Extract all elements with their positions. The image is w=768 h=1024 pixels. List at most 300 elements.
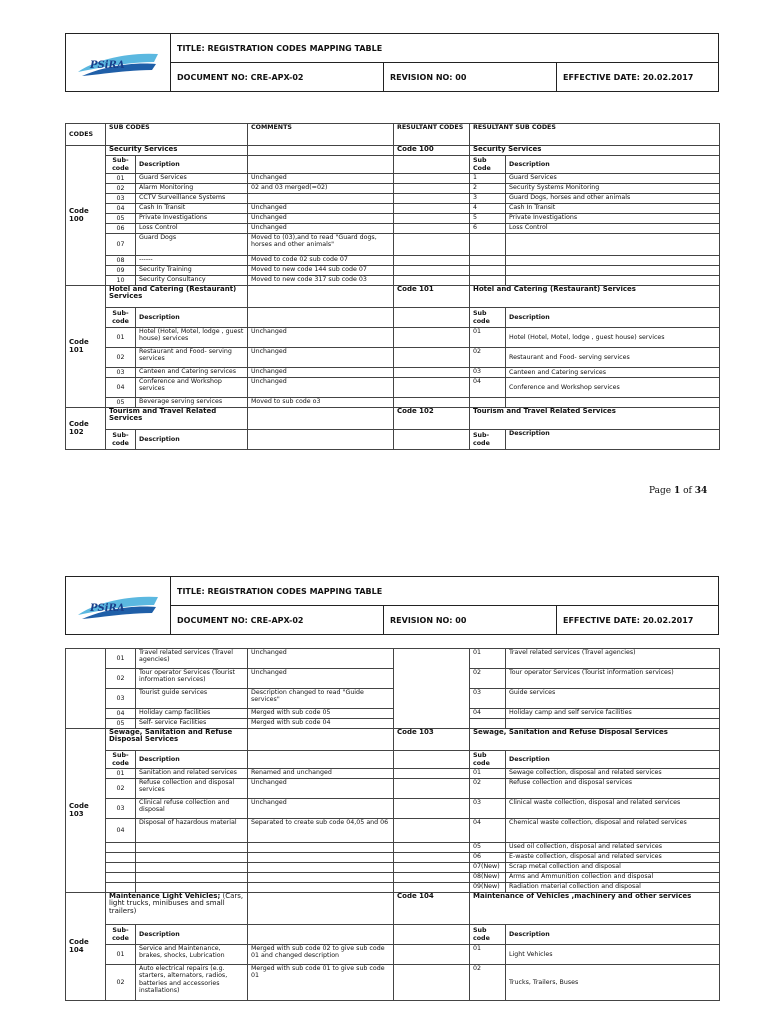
resultant-description-header: Description (506, 751, 720, 769)
comment-cell (248, 146, 394, 156)
description-value (136, 883, 248, 893)
table-row (66, 669, 720, 689)
comment-value: Moved to (03),and to read "Guard dogs, horses and other animals" (248, 234, 394, 256)
resultant-description-value: Sewage collection, disposal and related services (506, 769, 720, 779)
subcode-value: 01 (106, 174, 136, 184)
comment-cell (248, 156, 394, 174)
resultant-description-value: Travel related services (Travel agencies) (506, 649, 720, 669)
resultant-description-header: Description (506, 430, 720, 450)
resultant-code-cell (394, 234, 470, 256)
resultant-subcode-value (470, 719, 506, 729)
resultant-code-cell (394, 308, 470, 328)
doc-title: TITLE: REGISTRATION CODES MAPPING TABLE (171, 577, 719, 606)
company-logo (66, 34, 171, 92)
code-label (66, 649, 106, 729)
resultant-description-value: Chemical waste collection, disposal and related services (506, 819, 720, 843)
table-row (66, 843, 720, 853)
resultant-description-value (506, 266, 720, 276)
mapping-table-page1 (65, 123, 720, 450)
resultant-code-cell (394, 256, 470, 266)
resultant-subcode-header: Sub-code (470, 430, 506, 450)
resultant-section-title: Sewage, Sanitation and Refuse Disposal Services (470, 729, 720, 751)
subcode-value: 03 (106, 689, 136, 709)
comment-value: Unchanged (248, 328, 394, 348)
subcode-value: 01 (106, 649, 136, 669)
description-value: Guard Services (136, 174, 248, 184)
comment-value: Moved to new code 317 sub code 03 (248, 276, 394, 286)
resultant-code-cell (394, 799, 470, 819)
resultant-description-header: Description (506, 156, 720, 174)
resultant-code-cell (394, 779, 470, 799)
resultant-code-cell (394, 769, 470, 779)
comment-value: Separated to create sub code 04,05 and 06 (248, 819, 394, 843)
comment-value (248, 863, 394, 873)
svg-text:PSiRA: PSiRA (90, 602, 125, 614)
page-number: Page 1 of 34 (649, 486, 708, 496)
resultant-code-cell (394, 649, 470, 729)
table-row (66, 328, 720, 348)
subcode-value: 02 (106, 348, 136, 368)
subcode-value: 04 (106, 819, 136, 843)
resultant-subcode-value: 02 (470, 965, 506, 1001)
table-row (66, 378, 720, 398)
description-value: Refuse collection and disposal services (136, 779, 248, 799)
subcode-header: Sub-code (106, 430, 136, 450)
col-resultant-sub-codes: RESULTANT SUB CODES (470, 124, 720, 146)
resultant-code-cell (394, 925, 470, 945)
table-row (66, 751, 720, 769)
resultant-subcode-value: 4 (470, 204, 506, 214)
section-title: Hotel and Catering (Restaurant) Services (106, 286, 248, 308)
description-value: Auto electrical repairs (e.g. starters, alternators, radios, batteries and accessories installations) (136, 965, 248, 1001)
resultant-description-value: Guard Dogs, horses and other animals (506, 194, 720, 204)
description-value: Sanitation and related services (136, 769, 248, 779)
mapping-table-page2 (65, 648, 720, 1001)
resultant-subcode-value: 02 (470, 348, 506, 368)
comment-value: Merged with sub code 04 (248, 719, 394, 729)
resultant-subcode-value: 03 (470, 689, 506, 709)
comment-cell (248, 925, 394, 945)
subcode-value: 02 (106, 779, 136, 799)
comment-value: Unchanged (248, 799, 394, 819)
resultant-subcode-value (470, 276, 506, 286)
resultant-code-label: Code 102 (394, 408, 470, 430)
comment-cell (248, 286, 394, 308)
col-sub-codes: SUB CODES (106, 124, 248, 146)
resultant-code-cell (394, 965, 470, 1001)
resultant-description-value: Guide services (506, 689, 720, 709)
description-value: Restaurant and Food- serving services (136, 348, 248, 368)
subcode-value: 03 (106, 368, 136, 378)
resultant-subcode-value (470, 234, 506, 256)
code-label: Code 104 (66, 893, 106, 1001)
resultant-code-cell (394, 945, 470, 965)
resultant-subcode-value (470, 266, 506, 276)
resultant-description-value: Hotel (Hotel, Motel, lodge , guest house) services (506, 328, 720, 348)
subcode-value: 05 (106, 719, 136, 729)
resultant-description-value: Arms and Ammunition collection and disposal (506, 873, 720, 883)
resultant-description-value: Canteen and Catering services (506, 368, 720, 378)
resultant-description-value (506, 719, 720, 729)
description-value: Private Investigations (136, 214, 248, 224)
comment-value: Renamed and unchanged (248, 769, 394, 779)
table-row (66, 689, 720, 709)
col-resultant-codes: RESULTANT CODES (394, 124, 470, 146)
table-row (66, 945, 720, 965)
revision-number: REVISION NO: 00 (384, 63, 557, 92)
subcode-value: 03 (106, 194, 136, 204)
description-value: Tourist guide services (136, 689, 248, 709)
resultant-code-label: Code 103 (394, 729, 470, 751)
description-value: Beverage serving services (136, 398, 248, 408)
resultant-description-value (506, 398, 720, 408)
comment-value (248, 873, 394, 883)
table-row (66, 799, 720, 819)
subcode-value: 10 (106, 276, 136, 286)
resultant-description-value: Guard Services (506, 174, 720, 184)
subcode-header: Sub-code (106, 308, 136, 328)
col-comments: COMMENTS (248, 124, 394, 146)
description-value: Guard Dogs (136, 234, 248, 256)
resultant-description-value: Used oil collection, disposal and related services (506, 843, 720, 853)
resultant-subcode-header: Sub code (470, 925, 506, 945)
resultant-subcode-value: 01 (470, 328, 506, 348)
subcode-value: 08 (106, 256, 136, 266)
table-row (66, 204, 720, 214)
resultant-description-value: Clinical waste collection, disposal and related services (506, 799, 720, 819)
table-row (66, 779, 720, 799)
effective-date: EFFECTIVE DATE: 20.02.2017 (557, 606, 719, 635)
comment-value: Unchanged (248, 348, 394, 368)
resultant-code-cell (394, 348, 470, 368)
resultant-description-value: Loss Control (506, 224, 720, 234)
subcode-value: 02 (106, 184, 136, 194)
description-value: ------ (136, 256, 248, 266)
comment-cell (248, 893, 394, 925)
resultant-code-cell (394, 853, 470, 863)
description-value: Conference and Workshop services (136, 378, 248, 398)
section-title-main: Maintenance Light Vehicles; (109, 892, 221, 900)
table-row (66, 893, 720, 925)
resultant-subcode-value: 01 (470, 769, 506, 779)
subcode-value (106, 843, 136, 853)
col-codes: CODES (66, 124, 106, 146)
resultant-code-cell (394, 883, 470, 893)
comment-value: Merged with sub code 05 (248, 709, 394, 719)
resultant-code-cell (394, 204, 470, 214)
resultant-description-value: Refuse collection and disposal services (506, 779, 720, 799)
subcode-value: 02 (106, 965, 136, 1001)
table-row (66, 308, 720, 328)
description-value: Hotel (Hotel, Motel, lodge , guest house) services (136, 328, 248, 348)
resultant-section-title: Security Services (470, 146, 720, 156)
table-row (66, 398, 720, 408)
resultant-section-title: Tourism and Travel Related Services (470, 408, 720, 430)
subcode-value: 07 (106, 234, 136, 256)
description-value: Tour operator Services (Tourist information services) (136, 669, 248, 689)
resultant-subcode-value: 01 (470, 649, 506, 669)
description-value: Travel related services (Travel agencies) (136, 649, 248, 669)
company-logo (66, 577, 171, 635)
resultant-code-cell (394, 214, 470, 224)
code-label: Code 103 (66, 729, 106, 893)
code-label: Code 101 (66, 286, 106, 408)
table-row (66, 156, 720, 174)
resultant-subcode-value: 03 (470, 799, 506, 819)
resultant-description-value: Security Systems Monitoring (506, 184, 720, 194)
resultant-subcode-value: 6 (470, 224, 506, 234)
resultant-code-cell (394, 224, 470, 234)
table-row (66, 234, 720, 256)
resultant-subcode-value: 08(New) (470, 873, 506, 883)
description-value (136, 873, 248, 883)
resultant-description-value (506, 276, 720, 286)
resultant-code-cell (394, 751, 470, 769)
resultant-code-cell (394, 194, 470, 204)
description-header: Description (136, 751, 248, 769)
revision-number: REVISION NO: 00 (384, 606, 557, 635)
comment-value: Moved to code 02 sub code 07 (248, 256, 394, 266)
table-row (66, 266, 720, 276)
table-row (66, 214, 720, 224)
comment-value: Unchanged (248, 779, 394, 799)
resultant-subcode-value: 5 (470, 214, 506, 224)
comment-cell (248, 308, 394, 328)
subcode-value: 03 (106, 799, 136, 819)
subcode-value: 05 (106, 398, 136, 408)
table-row (66, 853, 720, 863)
comment-value: Unchanged (248, 378, 394, 398)
subcode-value: 09 (106, 266, 136, 276)
description-value: Service and Maintenance, brakes, shocks, Lubrication (136, 945, 248, 965)
description-value: Disposal of hazardous material (136, 819, 248, 843)
resultant-subcode-value: 09(New) (470, 883, 506, 893)
resultant-subcode-value: 1 (470, 174, 506, 184)
comment-cell (248, 430, 394, 450)
code-label: Code 102 (66, 408, 106, 450)
comment-value: Merged with sub code 02 to give sub code 01 and changed description (248, 945, 394, 965)
comment-cell (248, 751, 394, 769)
resultant-description-value (506, 234, 720, 256)
resultant-description-value: Light Vehicles (506, 945, 720, 965)
resultant-code-cell (394, 184, 470, 194)
resultant-subcode-header: Sub code (470, 751, 506, 769)
subcode-header: Sub-code (106, 751, 136, 769)
resultant-section-title: Hotel and Catering (Restaurant) Services (470, 286, 720, 308)
code-label: Code 100 (66, 146, 106, 286)
table-row (66, 719, 720, 729)
resultant-code-cell (394, 398, 470, 408)
table-row (66, 276, 720, 286)
effective-date: EFFECTIVE DATE: 20.02.2017 (557, 63, 719, 92)
resultant-description-value: Holiday camp and self service facilities (506, 709, 720, 719)
resultant-code-cell (394, 328, 470, 348)
resultant-code-cell (394, 368, 470, 378)
subcode-value (106, 883, 136, 893)
comment-value: Merged with sub code 01 to give sub code 01 (248, 965, 394, 1001)
resultant-subcode-value: 01 (470, 945, 506, 965)
svg-text:PSiRA: PSiRA (90, 59, 125, 71)
description-value: Security Training (136, 266, 248, 276)
comment-value (248, 843, 394, 853)
table-row (66, 925, 720, 945)
resultant-section-title: Maintenance of Vehicles ,machinery and other services (470, 893, 720, 925)
subcode-value (106, 863, 136, 873)
resultant-subcode-value: 3 (470, 194, 506, 204)
description-header: Description (136, 156, 248, 174)
document-number: DOCUMENT NO: CRE-APX-02 (171, 606, 384, 635)
resultant-code-cell (394, 276, 470, 286)
table-row (66, 224, 720, 234)
subcode-value: 04 (106, 378, 136, 398)
resultant-code-cell (394, 873, 470, 883)
subcode-value: 05 (106, 214, 136, 224)
subcode-value: 04 (106, 709, 136, 719)
resultant-subcode-header: Sub Code (470, 156, 506, 174)
table-row (66, 286, 720, 308)
description-value (136, 863, 248, 873)
resultant-code-cell (394, 174, 470, 184)
table-row (66, 348, 720, 368)
table-row (66, 965, 720, 1001)
resultant-subcode-header: Sub code (470, 308, 506, 328)
comment-cell (248, 408, 394, 430)
table-row (66, 256, 720, 266)
resultant-description-value: Cash In Transit (506, 204, 720, 214)
resultant-code-cell (394, 863, 470, 873)
subcode-header: Sub-code (106, 925, 136, 945)
resultant-subcode-value: 02 (470, 779, 506, 799)
resultant-subcode-value: 04 (470, 709, 506, 719)
table-row (66, 873, 720, 883)
resultant-code-cell (394, 819, 470, 843)
resultant-code-cell (394, 430, 470, 450)
resultant-description-value: Restaurant and Food- serving services (506, 348, 720, 368)
description-value: Canteen and Catering services (136, 368, 248, 378)
section-title (106, 893, 248, 925)
table-row (66, 184, 720, 194)
resultant-subcode-value: 04 (470, 819, 506, 843)
table-row (66, 883, 720, 893)
resultant-code-label: Code 104 (394, 893, 470, 925)
description-value (136, 843, 248, 853)
subcode-value (106, 873, 136, 883)
subcode-value: 01 (106, 945, 136, 965)
resultant-code-cell (394, 156, 470, 174)
comment-value: Moved to sub code o3 (248, 398, 394, 408)
table-row (66, 863, 720, 873)
resultant-description-header: Description (506, 308, 720, 328)
table-row (66, 194, 720, 204)
comment-value: Unchanged (248, 224, 394, 234)
comment-value: Unchanged (248, 669, 394, 689)
resultant-description-value: Conference and Workshop services (506, 378, 720, 398)
table-row (66, 430, 720, 450)
section-title: Tourism and Travel Related Services (106, 408, 248, 430)
description-value: Self- service Facilities (136, 719, 248, 729)
subcode-value (106, 853, 136, 863)
comment-value: Unchanged (248, 368, 394, 378)
subcode-value: 02 (106, 669, 136, 689)
resultant-subcode-value: 06 (470, 853, 506, 863)
resultant-code-label: Code 101 (394, 286, 470, 308)
resultant-description-value: Tour operator Services (Tourist information services) (506, 669, 720, 689)
resultant-code-cell (394, 266, 470, 276)
resultant-subcode-value: 07(New) (470, 863, 506, 873)
description-header: Description (136, 430, 248, 450)
resultant-code-label: Code 100 (394, 146, 470, 156)
subcode-value: 04 (106, 204, 136, 214)
resultant-subcode-value: 03 (470, 368, 506, 378)
resultant-description-value: Scrap metal collection and disposal (506, 863, 720, 873)
comment-value: Unchanged (248, 649, 394, 669)
resultant-code-cell (394, 378, 470, 398)
resultant-description-value: E-waste collection, disposal and related services (506, 853, 720, 863)
doc-header-page2 (65, 576, 719, 635)
description-value: Alarm Monitoring (136, 184, 248, 194)
resultant-subcode-value: 05 (470, 843, 506, 853)
subcode-value: 06 (106, 224, 136, 234)
table-row (66, 649, 720, 669)
description-value: Holiday camp facilities (136, 709, 248, 719)
table-row (66, 146, 720, 156)
comment-value: Unchanged (248, 204, 394, 214)
table-row (66, 819, 720, 843)
resultant-subcode-value: 04 (470, 378, 506, 398)
resultant-description-value: Private Investigations (506, 214, 720, 224)
logo-icon (74, 585, 162, 625)
resultant-subcode-value (470, 256, 506, 266)
description-value (136, 853, 248, 863)
table-row (66, 729, 720, 751)
comment-value: Description changed to read "Guide services" (248, 689, 394, 709)
description-value: CCTV Surveillance Systems (136, 194, 248, 204)
table-row (66, 368, 720, 378)
section-title-detail: (Cars, light trucks, minibuses and small trailers) (109, 892, 244, 915)
description-value: Clinical refuse collection and disposal (136, 799, 248, 819)
table-row (66, 769, 720, 779)
comment-value (248, 883, 394, 893)
section-title: Sewage, Sanitation and Refuse Disposal Services (106, 729, 248, 751)
subcode-header: Sub-code (106, 156, 136, 174)
resultant-description-value: Radiation material collection and disposal (506, 883, 720, 893)
table-row (66, 174, 720, 184)
description-value: Security Consultancy (136, 276, 248, 286)
description-value: Cash In Transit (136, 204, 248, 214)
resultant-code-cell (394, 843, 470, 853)
description-header: Description (136, 925, 248, 945)
document-number: DOCUMENT NO: CRE-APX-02 (171, 63, 384, 92)
comment-value: Moved to new code 144 sub code 07 (248, 266, 394, 276)
doc-header (65, 33, 719, 92)
comment-value: 02 and 03 merged(=02) (248, 184, 394, 194)
logo-icon (74, 42, 162, 82)
resultant-subcode-value: 02 (470, 669, 506, 689)
resultant-description-value (506, 256, 720, 266)
comment-value: Unchanged (248, 214, 394, 224)
comment-cell (248, 729, 394, 751)
description-value: Loss Control (136, 224, 248, 234)
resultant-description-header: Description (506, 925, 720, 945)
resultant-description-value: Trucks, Trailers, Buses (506, 965, 720, 1001)
section-title: Security Services (106, 146, 248, 156)
description-header: Description (136, 308, 248, 328)
comment-value (248, 194, 394, 204)
comment-value (248, 853, 394, 863)
subcode-value: 01 (106, 769, 136, 779)
table-row (66, 408, 720, 430)
doc-title: TITLE: REGISTRATION CODES MAPPING TABLE (171, 34, 719, 63)
